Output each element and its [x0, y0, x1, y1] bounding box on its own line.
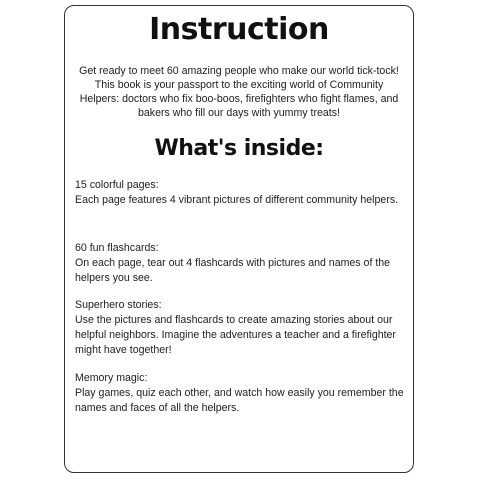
section-flashcards	[75, 241, 405, 286]
section-heading: 15 colorful pages:	[75, 179, 159, 191]
intro-paragraph: Get ready to meet 60 amazing people who make our world tick-tock! This book is your passport to the exciting world of Community Helpers: doctors who fix boo-boos, firefighters who fight flames, and bakers who fill our days with yummy treats!	[79, 65, 399, 119]
page-title: Instruction	[149, 12, 329, 47]
section-body: Play games, quiz each other, and watch how easily you remember the names and faces of all the helpers.	[75, 387, 404, 414]
section-heading: Memory magic:	[75, 372, 148, 384]
section-superhero-stories	[75, 298, 405, 358]
section-heading: Superhero stories:	[75, 299, 162, 311]
section-body: Use the pictures and flashcards to create amazing stories about our helpful neighbors. Imagine the adventures a teacher and a firefighter might have together!	[75, 314, 396, 356]
section-body: Each page features 4 vibrant pictures of different community helpers.	[75, 194, 399, 206]
section-memory-magic	[75, 371, 405, 416]
section-colorful-pages	[75, 178, 405, 208]
instruction-card	[64, 5, 414, 473]
section-title: What's inside:	[154, 136, 324, 161]
section-body: On each page, tear out 4 flashcards with pictures and names of the helpers you see.	[75, 257, 391, 284]
section-heading: 60 fun flashcards:	[75, 242, 159, 254]
